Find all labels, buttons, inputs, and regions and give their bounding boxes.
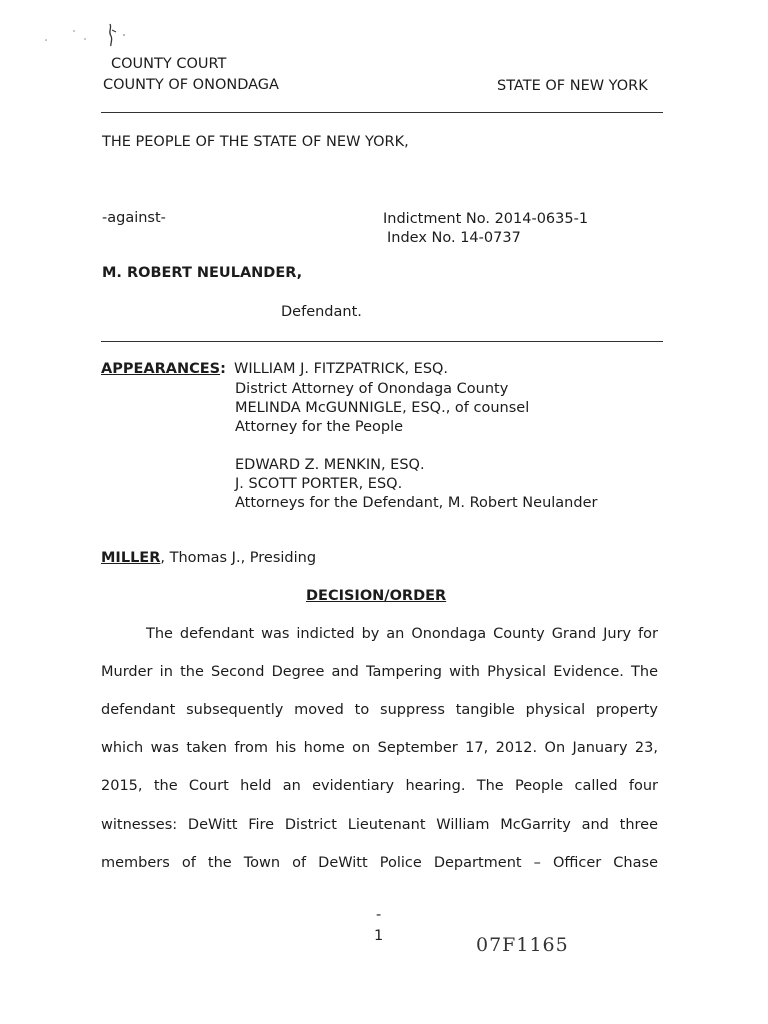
- defense-counsel-2: J. SCOTT PORTER, ESQ.: [235, 476, 403, 492]
- scan-mark-graphic: [40, 18, 140, 48]
- index-number: Index No. 14-0737: [387, 230, 521, 246]
- page-dash: -: [376, 907, 382, 923]
- against-label: -against-: [102, 210, 166, 226]
- body-line: which was taken from his home on September 17, 2012. On January 23,: [101, 740, 658, 756]
- plaintiff-line: THE PEOPLE OF THE STATE OF NEW YORK,: [102, 134, 409, 150]
- body-line: 2015, the Court held an evidentiary hearing. The People called four: [101, 778, 658, 794]
- body-line: witnesses: DeWitt Fire District Lieutenant William McGarrity and three: [101, 817, 658, 833]
- court-name: COUNTY COURT: [111, 56, 227, 72]
- header-divider: [101, 112, 663, 113]
- decision-heading: DECISION/ORDER: [306, 588, 447, 604]
- body-line: Murder in the Second Degree and Tampering with Physical Evidence. The: [101, 664, 658, 680]
- defendant-name: M. ROBERT NEULANDER,: [102, 265, 303, 281]
- county-name: COUNTY OF ONONDAGA: [103, 77, 279, 93]
- body-line: defendant subsequently moved to suppress tangible physical property: [101, 702, 658, 718]
- indictment-number: Indictment No. 2014-0635-1: [383, 211, 589, 227]
- people-counsel-4: Attorney for the People: [235, 419, 404, 435]
- presiding-judge: MILLER, Thomas J., Presiding: [101, 550, 317, 566]
- people-counsel-3: MELINDA McGUNNIGLE, ESQ., of counsel: [235, 400, 530, 416]
- people-counsel-1: WILLIAM J. FITZPATRICK, ESQ.: [234, 361, 449, 377]
- document-stamp: 07F1165: [476, 934, 569, 956]
- body-line: The defendant was indicted by an Onondaga County Grand Jury for: [146, 626, 658, 642]
- people-counsel-2: District Attorney of Onondaga County: [235, 381, 509, 397]
- page-number: 1: [374, 928, 384, 944]
- defense-counsel-3: Attorneys for the Defendant, M. Robert Neulander: [235, 495, 598, 511]
- caption-divider: [101, 341, 663, 342]
- appearances-heading: APPEARANCES:: [101, 361, 226, 377]
- body-line: members of the Town of DeWitt Police Department – Officer Chase: [101, 855, 658, 871]
- defendant-role: Defendant.: [281, 304, 362, 320]
- defense-counsel-1: EDWARD Z. MENKIN, ESQ.: [235, 457, 425, 473]
- state-name: STATE OF NEW YORK: [497, 78, 648, 94]
